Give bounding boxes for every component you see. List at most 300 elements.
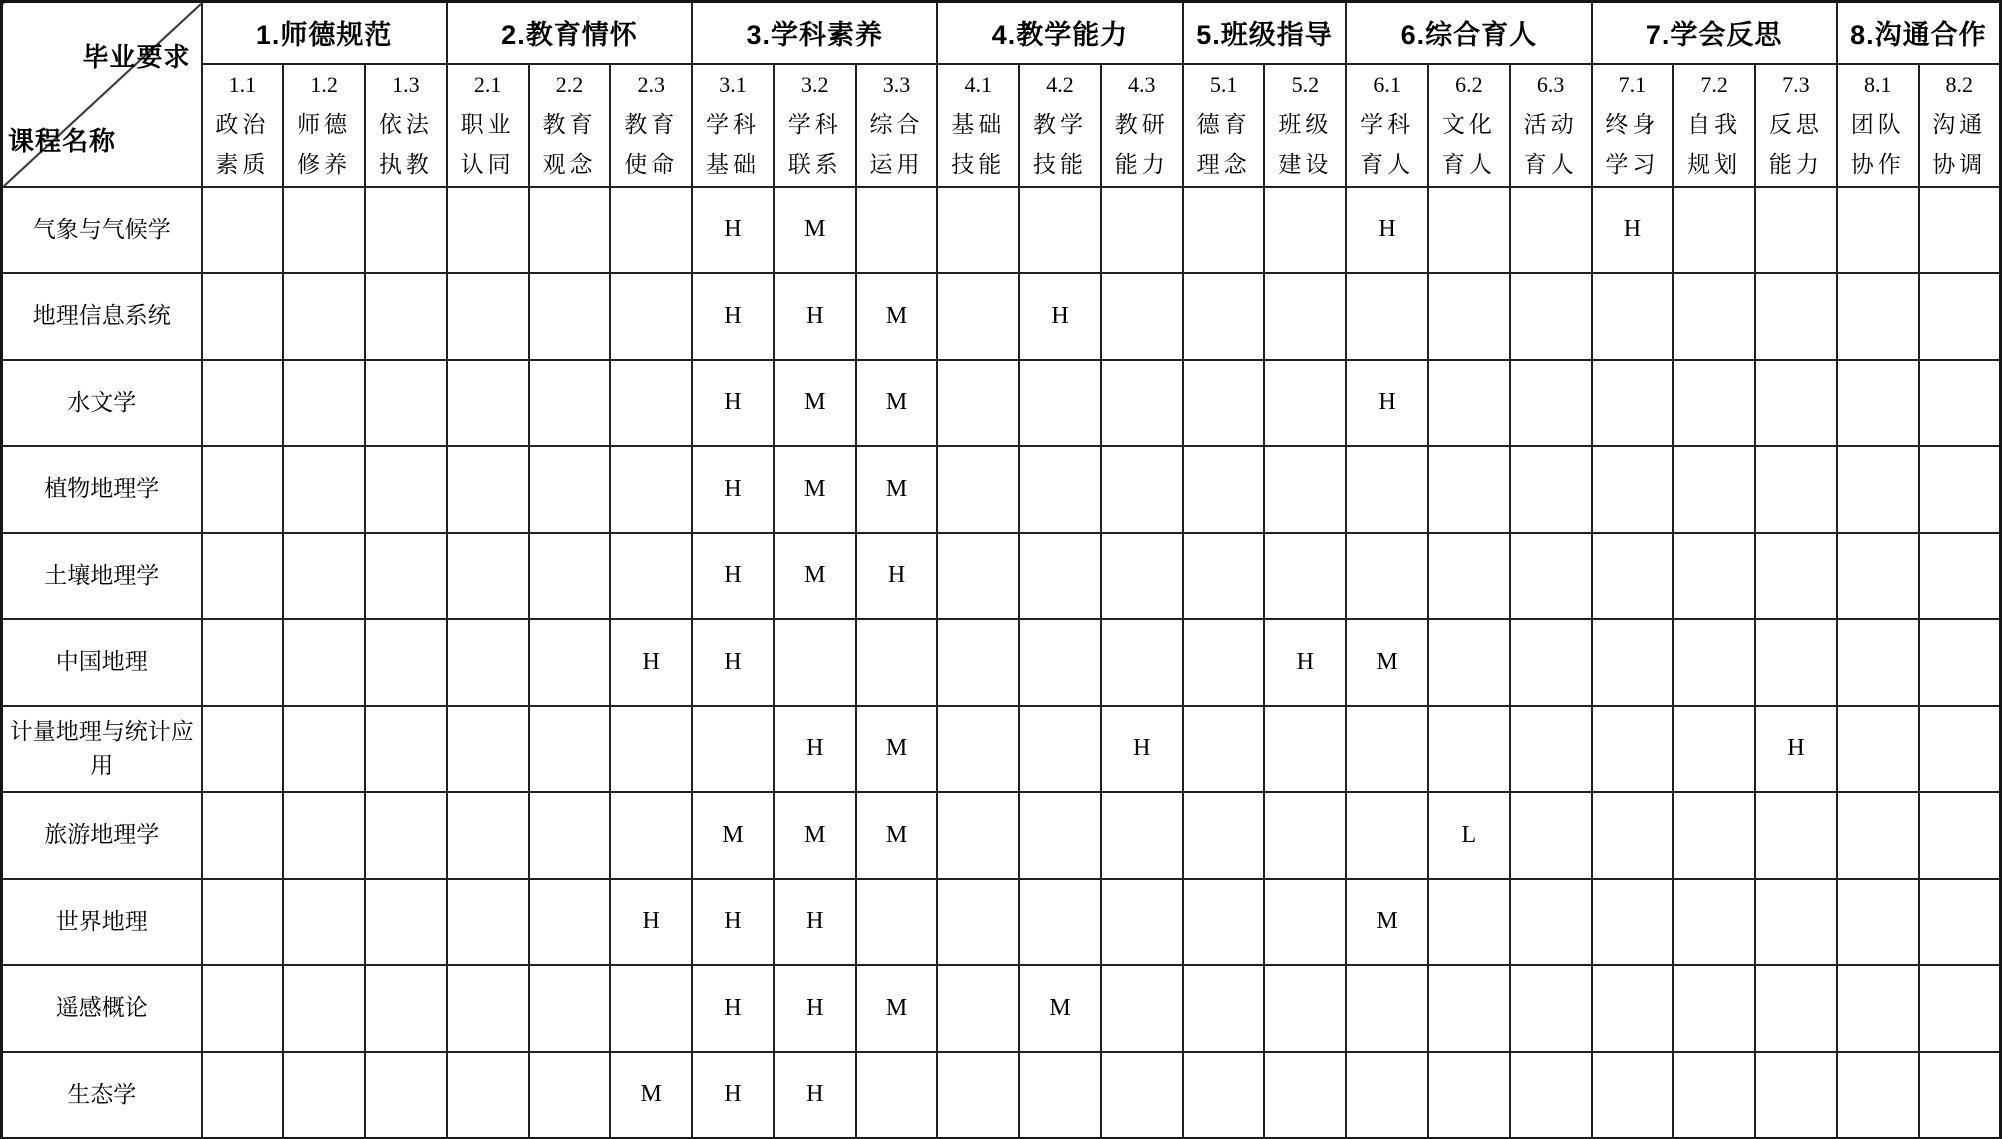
mark-cell-5.1-row6 (1183, 619, 1265, 706)
sub-header-label: 综合 (869, 112, 924, 137)
mark-cell-5.2-row1 (1264, 187, 1346, 274)
sub-header-label: 活动 (1523, 112, 1578, 137)
mark-cell-7.3-row8 (1755, 792, 1837, 879)
sub-header-label: 规划 (1687, 152, 1742, 177)
mark-cell-1.2-row10 (283, 965, 365, 1052)
mark-cell-2.1-row1 (447, 187, 529, 274)
mark-cell-6.3-row5 (1510, 533, 1592, 620)
sub-header-label: 能力 (1114, 152, 1169, 177)
sub-header-label: 执教 (378, 152, 433, 177)
sub-header-label: 教育 (542, 112, 597, 137)
mark-cell-5.2-row7 (1264, 706, 1346, 793)
mark-cell-4.1-row3 (937, 360, 1019, 447)
mark-cell-8.1-row3 (1837, 360, 1919, 447)
mark-cell-2.1-row5 (447, 533, 529, 620)
mark-cell-4.1-row6 (937, 619, 1019, 706)
mark-cell-6.1-row10 (1346, 965, 1428, 1052)
mark-cell-2.1-row7 (447, 706, 529, 793)
group-header-2: 2.教育情怀 (447, 2, 692, 64)
mark-cell-2.2-row11 (529, 1052, 611, 1139)
mark-cell-8.2-row2 (1919, 273, 2001, 360)
mark-cell-1.1-row11 (202, 1052, 284, 1139)
sub-header-8.2 (1919, 64, 2001, 187)
mark-cell-6.3-row1 (1510, 187, 1592, 274)
mark-cell-6.2-row11 (1428, 1052, 1510, 1139)
course-name: 植物地理学 (2, 446, 202, 533)
sub-header-number: 3.1 (719, 72, 747, 97)
group-header-4: 4.教学能力 (937, 2, 1182, 64)
mark-cell-3.2-row1: M (774, 187, 856, 274)
mark-cell-6.3-row10 (1510, 965, 1592, 1052)
mark-cell-4.3-row8 (1101, 792, 1183, 879)
group-header-1: 1.师德规范 (202, 2, 447, 64)
mark-cell-3.3-row10: M (856, 965, 938, 1052)
mark-cell-5.1-row4 (1183, 446, 1265, 533)
sub-header-4.3 (1101, 64, 1183, 187)
mark-cell-1.2-row6 (283, 619, 365, 706)
mark-cell-4.3-row1 (1101, 187, 1183, 274)
mark-cell-2.3-row3 (610, 360, 692, 447)
sub-header-label: 运用 (869, 152, 924, 177)
mark-cell-4.3-row4 (1101, 446, 1183, 533)
sub-header-label: 能力 (1768, 152, 1823, 177)
sub-header-6.3 (1510, 64, 1592, 187)
mark-cell-4.1-row8 (937, 792, 1019, 879)
mark-cell-4.3-row5 (1101, 533, 1183, 620)
sub-header-label: 协调 (1932, 152, 1987, 177)
mark-cell-6.2-row5 (1428, 533, 1510, 620)
mark-cell-7.2-row10 (1673, 965, 1755, 1052)
mark-cell-3.3-row8: M (856, 792, 938, 879)
mark-cell-6.2-row4 (1428, 446, 1510, 533)
mark-cell-1.1-row10 (202, 965, 284, 1052)
mark-cell-1.2-row2 (283, 273, 365, 360)
sub-header-8.1 (1837, 64, 1919, 187)
sub-header-number: 7.2 (1700, 72, 1728, 97)
mark-cell-2.2-row6 (529, 619, 611, 706)
mark-cell-4.2-row9 (1019, 879, 1101, 966)
sub-header-number: 4.1 (964, 72, 993, 97)
mark-cell-1.3-row3 (365, 360, 447, 447)
mark-cell-6.3-row9 (1510, 879, 1592, 966)
mark-cell-3.1-row10: H (692, 965, 774, 1052)
mark-cell-3.3-row2: M (856, 273, 938, 360)
sub-header-label: 政治 (215, 112, 270, 137)
mark-cell-6.1-row7 (1346, 706, 1428, 793)
mark-cell-1.1-row4 (202, 446, 284, 533)
mark-cell-2.1-row3 (447, 360, 529, 447)
sub-header-label: 认同 (460, 152, 515, 177)
mark-cell-6.1-row9: M (1346, 879, 1428, 966)
mark-cell-5.2-row3 (1264, 360, 1346, 447)
sub-header-label: 使命 (624, 152, 679, 177)
sub-header-label: 教学 (1033, 112, 1088, 137)
course-name: 计量地理与统计应用 (2, 706, 202, 793)
sub-header-label: 班级 (1278, 112, 1333, 137)
mark-cell-1.1-row3 (202, 360, 284, 447)
mark-cell-2.2-row10 (529, 965, 611, 1052)
sub-header-number: 3.3 (882, 72, 911, 97)
sub-header-label: 沟通 (1932, 112, 1987, 137)
sub-header-7.3 (1755, 64, 1837, 187)
sub-header-label: 育人 (1523, 152, 1578, 177)
mark-cell-6.2-row2 (1428, 273, 1510, 360)
mark-cell-2.3-row4 (610, 446, 692, 533)
table-row (2, 446, 2001, 533)
sub-header-label: 素质 (215, 152, 270, 177)
sub-header-2.2 (529, 64, 611, 187)
mark-cell-3.3-row9 (856, 879, 938, 966)
sub-header-label: 联系 (787, 152, 842, 177)
mark-cell-7.2-row5 (1673, 533, 1755, 620)
sub-header-number: 3.2 (800, 72, 829, 97)
mark-cell-5.1-row3 (1183, 360, 1265, 447)
course-name: 气象与气候学 (2, 187, 202, 274)
group-header-7: 7.学会反思 (1592, 2, 1837, 64)
sub-header-5.1 (1183, 64, 1265, 187)
mark-cell-1.2-row11 (283, 1052, 365, 1139)
mark-cell-7.1-row3 (1592, 360, 1674, 447)
course-name: 土壤地理学 (2, 533, 202, 620)
mark-cell-5.2-row5 (1264, 533, 1346, 620)
mark-cell-3.1-row1: H (692, 187, 774, 274)
mark-cell-8.1-row6 (1837, 619, 1919, 706)
mark-cell-3.3-row1 (856, 187, 938, 274)
sub-header-number: 2.2 (555, 72, 584, 97)
mark-cell-1.2-row5 (283, 533, 365, 620)
sub-header-label: 修养 (297, 152, 352, 177)
sub-header-label: 终身 (1605, 112, 1660, 137)
sub-header-number: 8.1 (1863, 72, 1892, 97)
mark-cell-5.2-row2 (1264, 273, 1346, 360)
mark-cell-6.2-row9 (1428, 879, 1510, 966)
group-header-3: 3.学科素养 (692, 2, 937, 64)
mark-cell-2.3-row6: H (610, 619, 692, 706)
mark-cell-4.2-row5 (1019, 533, 1101, 620)
mark-cell-8.2-row1 (1919, 187, 2001, 274)
mark-cell-2.3-row8 (610, 792, 692, 879)
mark-cell-3.2-row2: H (774, 273, 856, 360)
mark-cell-1.3-row10 (365, 965, 447, 1052)
mark-cell-5.2-row6: H (1264, 619, 1346, 706)
mark-cell-6.1-row11 (1346, 1052, 1428, 1139)
mark-cell-2.2-row3 (529, 360, 611, 447)
mark-cell-5.2-row4 (1264, 446, 1346, 533)
mark-cell-3.1-row11: H (692, 1052, 774, 1139)
sub-header-label: 基础 (705, 152, 760, 177)
mark-cell-8.1-row8 (1837, 792, 1919, 879)
sub-header-label: 文化 (1441, 112, 1496, 137)
sub-header-number: 6.3 (1536, 72, 1565, 97)
group-header-6: 6.综合育人 (1346, 2, 1591, 64)
mark-cell-1.2-row4 (283, 446, 365, 533)
mark-cell-4.2-row4 (1019, 446, 1101, 533)
corner-cell (2, 2, 202, 187)
mark-cell-8.2-row8 (1919, 792, 2001, 879)
sub-header-6.2 (1428, 64, 1510, 187)
sub-header-number: 4.2 (1046, 72, 1074, 97)
mark-cell-3.2-row6 (774, 619, 856, 706)
mark-cell-4.1-row7 (937, 706, 1019, 793)
mark-cell-2.2-row9 (529, 879, 611, 966)
sub-header-number: 7.1 (1618, 72, 1647, 97)
mark-cell-3.2-row4: M (774, 446, 856, 533)
sub-header-number: 1.2 (310, 72, 338, 97)
mark-cell-6.3-row11 (1510, 1052, 1592, 1139)
mark-cell-2.1-row4 (447, 446, 529, 533)
sub-header-label: 基础 (951, 112, 1006, 137)
mark-cell-3.3-row5: H (856, 533, 938, 620)
sub-header-label: 理念 (1196, 152, 1251, 177)
table-row (2, 1052, 2001, 1139)
sub-header-4.2 (1019, 64, 1101, 187)
mark-cell-7.2-row4 (1673, 446, 1755, 533)
mark-cell-2.2-row8 (529, 792, 611, 879)
sub-header-label: 学科 (1360, 112, 1415, 137)
table-row (2, 273, 2001, 360)
sub-header-1.3 (365, 64, 447, 187)
mark-cell-8.1-row10 (1837, 965, 1919, 1052)
sub-header-6.1 (1346, 64, 1428, 187)
table-row (2, 879, 2001, 966)
mark-cell-7.1-row10 (1592, 965, 1674, 1052)
mark-cell-6.1-row6: M (1346, 619, 1428, 706)
sub-header-number: 2.3 (637, 72, 665, 97)
mark-cell-1.3-row6 (365, 619, 447, 706)
mark-cell-7.1-row1: H (1592, 187, 1674, 274)
mark-cell-6.2-row1 (1428, 187, 1510, 274)
sub-header-3.3 (856, 64, 938, 187)
table-row (2, 965, 2001, 1052)
mark-cell-1.1-row8 (202, 792, 284, 879)
table-row (2, 619, 2001, 706)
mark-cell-4.2-row8 (1019, 792, 1101, 879)
mark-cell-5.1-row9 (1183, 879, 1265, 966)
course-name: 地理信息系统 (2, 273, 202, 360)
mark-cell-4.1-row2 (937, 273, 1019, 360)
requirement-group-row (2, 2, 2001, 64)
course-name: 中国地理 (2, 619, 202, 706)
table-row (2, 533, 2001, 620)
sub-header-label: 师德 (297, 112, 352, 137)
mark-cell-4.3-row11 (1101, 1052, 1183, 1139)
mark-cell-3.1-row2: H (692, 273, 774, 360)
mark-cell-7.3-row11 (1755, 1052, 1837, 1139)
sub-header-5.2 (1264, 64, 1346, 187)
sub-header-label: 教育 (624, 112, 679, 137)
sub-header-label: 依法 (378, 112, 433, 137)
sub-header-label: 育人 (1441, 152, 1496, 177)
mark-cell-3.3-row11 (856, 1052, 938, 1139)
mark-cell-6.1-row8 (1346, 792, 1428, 879)
mark-cell-7.1-row7 (1592, 706, 1674, 793)
mark-cell-7.3-row3 (1755, 360, 1837, 447)
mark-cell-1.1-row9 (202, 879, 284, 966)
sub-header-label: 观念 (542, 152, 597, 177)
mark-cell-8.1-row4 (1837, 446, 1919, 533)
mark-cell-1.2-row3 (283, 360, 365, 447)
mark-cell-3.3-row4: M (856, 446, 938, 533)
sub-header-label: 技能 (1033, 152, 1088, 177)
sub-header-1.2 (283, 64, 365, 187)
sub-header-label: 德育 (1196, 112, 1251, 137)
mark-cell-8.2-row4 (1919, 446, 2001, 533)
mark-cell-8.2-row7 (1919, 706, 2001, 793)
mark-cell-3.3-row3: M (856, 360, 938, 447)
sub-header-number: 8.2 (1945, 72, 1974, 97)
mark-cell-3.1-row9: H (692, 879, 774, 966)
mark-cell-5.1-row1 (1183, 187, 1265, 274)
sub-header-number: 1.1 (228, 72, 257, 97)
mark-cell-7.2-row1 (1673, 187, 1755, 274)
mark-cell-4.2-row3 (1019, 360, 1101, 447)
mark-cell-6.2-row7 (1428, 706, 1510, 793)
mark-cell-8.1-row2 (1837, 273, 1919, 360)
sub-header-number: 2.1 (473, 72, 502, 97)
mark-cell-1.3-row5 (365, 533, 447, 620)
course-name: 遥感概论 (2, 965, 202, 1052)
mark-cell-1.2-row8 (283, 792, 365, 879)
sub-header-label: 协作 (1850, 152, 1905, 177)
mark-cell-4.2-row10: M (1019, 965, 1101, 1052)
mark-cell-1.2-row1 (283, 187, 365, 274)
mark-cell-3.1-row5: H (692, 533, 774, 620)
mark-cell-3.1-row6: H (692, 619, 774, 706)
mark-cell-2.3-row7 (610, 706, 692, 793)
mark-cell-5.1-row8 (1183, 792, 1265, 879)
sub-header-label: 教研 (1114, 112, 1169, 137)
mark-cell-6.2-row10 (1428, 965, 1510, 1052)
mark-cell-8.1-row11 (1837, 1052, 1919, 1139)
mark-cell-4.2-row11 (1019, 1052, 1101, 1139)
mark-cell-2.3-row11: M (610, 1052, 692, 1139)
mark-cell-1.3-row1 (365, 187, 447, 274)
mark-cell-5.1-row5 (1183, 533, 1265, 620)
matrix-body (2, 187, 2001, 1139)
mark-cell-2.1-row8 (447, 792, 529, 879)
mark-cell-2.1-row9 (447, 879, 529, 966)
mark-cell-4.2-row6 (1019, 619, 1101, 706)
mark-cell-8.2-row9 (1919, 879, 2001, 966)
sub-header-3.1 (692, 64, 774, 187)
mark-cell-5.1-row7 (1183, 706, 1265, 793)
mark-cell-7.1-row6 (1592, 619, 1674, 706)
mark-cell-6.2-row8: L (1428, 792, 1510, 879)
mark-cell-7.2-row7 (1673, 706, 1755, 793)
mark-cell-6.3-row4 (1510, 446, 1592, 533)
mark-cell-2.2-row5 (529, 533, 611, 620)
sub-header-number: 1.3 (392, 72, 420, 97)
sub-header-label: 育人 (1360, 152, 1415, 177)
mark-cell-8.2-row11 (1919, 1052, 2001, 1139)
mark-cell-7.3-row9 (1755, 879, 1837, 966)
mark-cell-8.2-row10 (1919, 965, 2001, 1052)
mark-cell-2.3-row5 (610, 533, 692, 620)
table-row (2, 706, 2001, 793)
mark-cell-1.1-row2 (202, 273, 284, 360)
course-name: 旅游地理学 (2, 792, 202, 879)
mark-cell-1.3-row4 (365, 446, 447, 533)
mark-cell-4.3-row10 (1101, 965, 1183, 1052)
mark-cell-7.3-row4 (1755, 446, 1837, 533)
mark-cell-3.1-row4: H (692, 446, 774, 533)
corner-label-course-name: 课程名称 (8, 125, 117, 156)
mark-cell-8.1-row5 (1837, 533, 1919, 620)
sub-header-4.1 (937, 64, 1019, 187)
sub-header-label: 学科 (705, 112, 760, 137)
mark-cell-3.1-row3: H (692, 360, 774, 447)
mark-cell-7.2-row6 (1673, 619, 1755, 706)
mark-cell-4.3-row6 (1101, 619, 1183, 706)
mark-cell-6.3-row8 (1510, 792, 1592, 879)
mark-cell-7.2-row2 (1673, 273, 1755, 360)
mark-cell-8.2-row3 (1919, 360, 2001, 447)
mark-cell-6.3-row3 (1510, 360, 1592, 447)
mark-cell-7.3-row5 (1755, 533, 1837, 620)
sub-header-label: 学科 (787, 112, 842, 137)
mark-cell-4.3-row9 (1101, 879, 1183, 966)
mark-cell-7.3-row10 (1755, 965, 1837, 1052)
mark-cell-4.1-row10 (937, 965, 1019, 1052)
mark-cell-2.1-row6 (447, 619, 529, 706)
corner-label-graduation-requirements: 毕业要求 (82, 42, 191, 72)
mark-cell-1.3-row11 (365, 1052, 447, 1139)
mark-cell-7.2-row9 (1673, 879, 1755, 966)
mark-cell-3.3-row7: M (856, 706, 938, 793)
mark-cell-1.2-row9 (283, 879, 365, 966)
mark-cell-6.2-row6 (1428, 619, 1510, 706)
sub-header-7.1 (1592, 64, 1674, 187)
course-name: 世界地理 (2, 879, 202, 966)
mark-cell-3.2-row11: H (774, 1052, 856, 1139)
mark-cell-1.1-row7 (202, 706, 284, 793)
mark-cell-2.3-row2 (610, 273, 692, 360)
mark-cell-4.3-row7: H (1101, 706, 1183, 793)
mark-cell-4.3-row3 (1101, 360, 1183, 447)
mark-cell-1.3-row7 (365, 706, 447, 793)
matrix-header (2, 2, 2001, 187)
mark-cell-5.2-row9 (1264, 879, 1346, 966)
course-name: 水文学 (2, 360, 202, 447)
mark-cell-6.2-row3 (1428, 360, 1510, 447)
mark-cell-2.3-row10 (610, 965, 692, 1052)
mark-cell-6.3-row2 (1510, 273, 1592, 360)
mark-cell-1.3-row8 (365, 792, 447, 879)
mark-cell-6.1-row5 (1346, 533, 1428, 620)
mark-cell-7.1-row11 (1592, 1052, 1674, 1139)
mark-cell-5.1-row2 (1183, 273, 1265, 360)
mark-cell-3.3-row6 (856, 619, 938, 706)
mark-cell-6.3-row6 (1510, 619, 1592, 706)
mark-cell-2.1-row2 (447, 273, 529, 360)
requirement-sub-row (2, 64, 2001, 187)
mark-cell-2.3-row1 (610, 187, 692, 274)
mark-cell-6.1-row4 (1346, 446, 1428, 533)
mark-cell-1.1-row5 (202, 533, 284, 620)
mark-cell-5.2-row10 (1264, 965, 1346, 1052)
mark-cell-5.1-row11 (1183, 1052, 1265, 1139)
group-header-8: 8.沟通合作 (1837, 2, 2001, 64)
sub-header-number: 7.3 (1782, 72, 1810, 97)
mark-cell-7.1-row8 (1592, 792, 1674, 879)
sub-header-7.2 (1673, 64, 1755, 187)
mark-cell-7.3-row7: H (1755, 706, 1837, 793)
mark-cell-2.2-row1 (529, 187, 611, 274)
mark-cell-3.1-row7 (692, 706, 774, 793)
sub-header-label: 建设 (1278, 152, 1333, 177)
mark-cell-3.1-row8: M (692, 792, 774, 879)
mark-cell-3.2-row10: H (774, 965, 856, 1052)
